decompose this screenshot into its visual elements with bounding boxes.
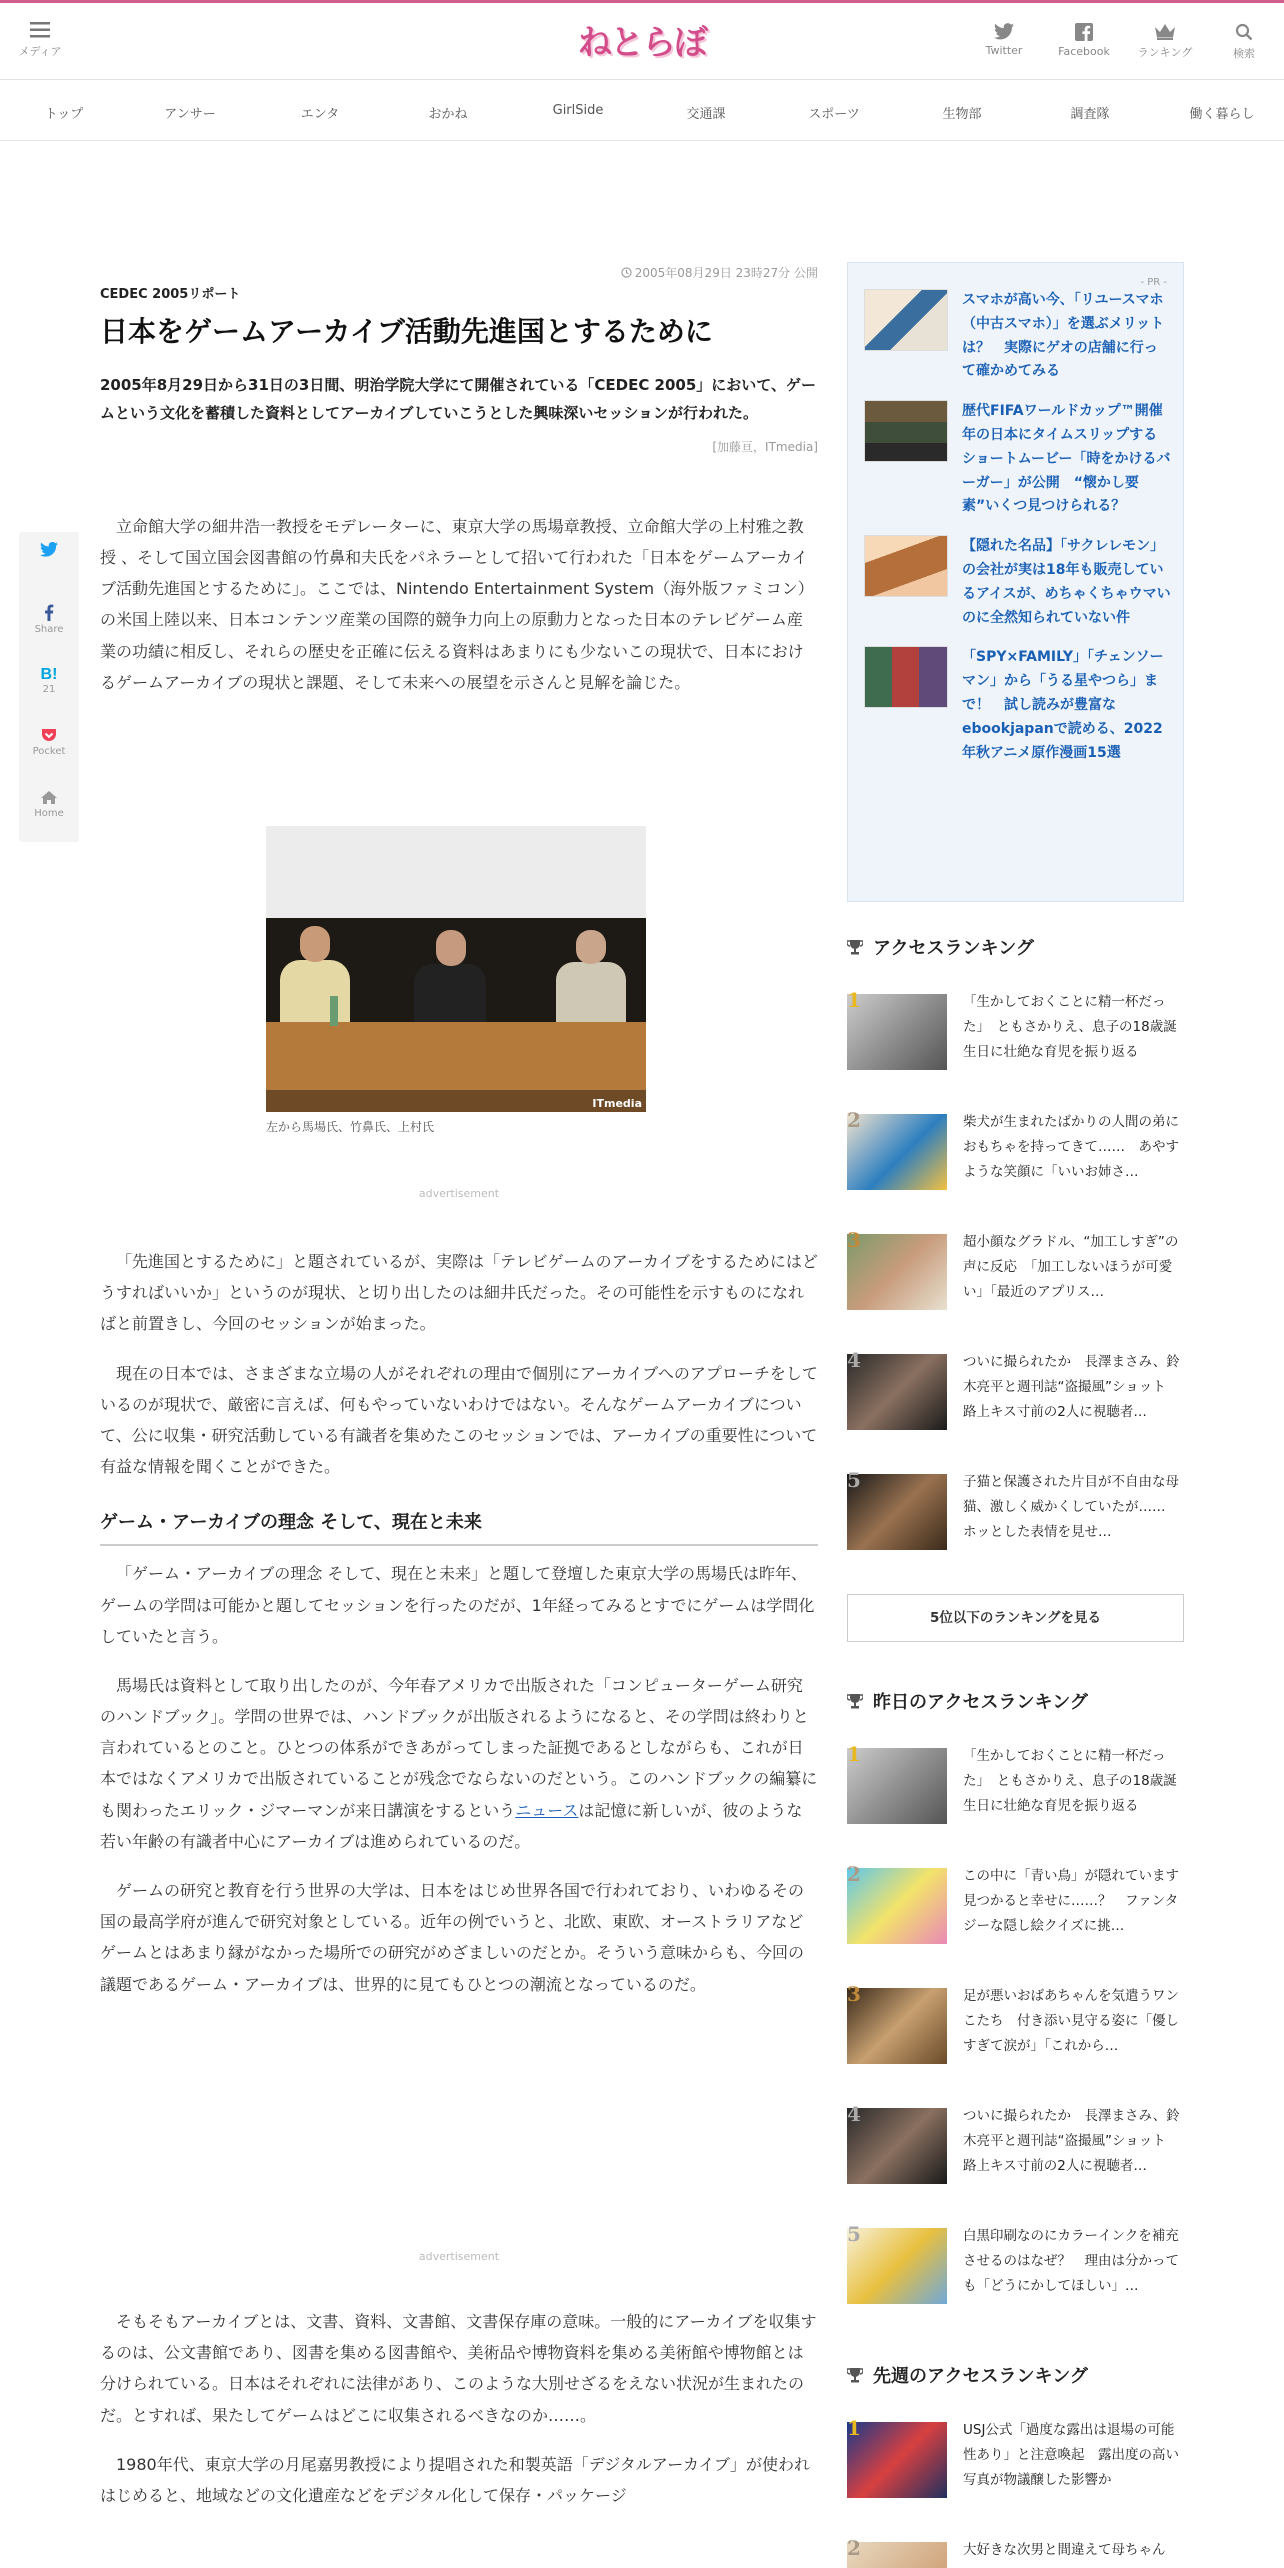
nav-item-hataraku[interactable]: 働く暮らし — [1189, 107, 1255, 122]
ranking-thumbnail — [847, 1748, 947, 1824]
yesterday-ranking-heading — [847, 1688, 1184, 1714]
article-body-3 — [100, 2306, 818, 2511]
nav-item-sports[interactable]: スポーツ — [808, 107, 860, 122]
article-paragraph-7: そもそもアーカイブとは、文書、資料、文書館、文書保存庫の意味。一般的にアーカイブを収集するのは、公文書館であり、図書を集める図書館や、美術品や博物資料を集める美術館や博物館とは分けられている。日本はそれぞれに法律があり、このような大別せざるをえない状況が生まれたのだ。とすれば、果たしてゲームはどこに収集されるべきなのか……。 — [100, 2312, 817, 2425]
trophy-icon — [847, 2367, 863, 2383]
media-menu-button[interactable] — [16, 21, 64, 59]
twitter-icon — [40, 542, 58, 557]
week-ranking-heading — [847, 2362, 1184, 2388]
clock-icon — [621, 267, 632, 278]
pr-item-text: スマホが高い今、「リユースマホ（中古スマホ）」を選ぶメリットは？ 実際にゲオの店舗に行って確かめてみる — [962, 292, 1165, 380]
series-label[interactable]: CEDEC 2005リポート — [100, 287, 241, 302]
hatena-icon: B! — [40, 666, 58, 683]
article-paragraph-4: 「ゲーム・アーカイブの理念 そして、現在と未来」と題して登壇した東京大学の馬場氏は昨年、ゲームの学問は可能かと題してセッションを行ったのだが、1年経ってみるとすでにゲームは学問化していたと言う。 — [100, 1564, 815, 1646]
pr-label: - PR - — [1140, 277, 1167, 288]
pr-item[interactable] — [864, 400, 1171, 519]
rank-number: 5 — [847, 2222, 861, 2246]
ranking-thumbnail — [847, 994, 947, 1070]
ranking-item[interactable] — [847, 2538, 1184, 2568]
ranking-thumbnail — [847, 2108, 947, 2184]
rank-number: 4 — [847, 1348, 861, 1372]
share-twitter-button[interactable] — [19, 532, 79, 594]
rank-number: 2 — [847, 2536, 861, 2560]
ranking-item[interactable] — [847, 2418, 1184, 2538]
logo-text: ねとらぼ — [578, 22, 706, 63]
article-body-2 — [100, 1246, 818, 2000]
week-ranking-list — [847, 2418, 1184, 2568]
ranking-item-title: 足が悪いおばあちゃんを気遣うワンこたち 付き添い見守る姿に「優しすぎて涙が」「これから… — [963, 1988, 1179, 2054]
ranking-thumbnail — [847, 2542, 947, 2568]
pr-item-text: 「SPY×FAMILY」「チェンソーマン」から「うる星やつら」まで！ 試し読みが豊富なebookjapanで読める、2022年秋アニメ原作漫画15選 — [962, 649, 1164, 761]
site-header — [0, 3, 1284, 80]
ranking-item-title: 柴犬が生まれたばかりの人間の弟におもちゃを持ってきて…… あやすような笑顔に「いいお姉さ… — [963, 1114, 1179, 1180]
ranking-thumbnail — [847, 1114, 947, 1190]
rank-number: 3 — [847, 1982, 861, 2006]
rank-number: 2 — [847, 1862, 861, 1886]
ranking-item[interactable] — [847, 1744, 1184, 1864]
article-paragraph-2: 「先進国とするために」と題されているが、実際は「テレビゲームのアーカイブをするためにはどうすればいいか」というのが現状、と切り出したのは細井氏だった。その可能性を示すものになればと前置きし、今回のセッションが始まった。 — [100, 1252, 818, 1334]
home-icon — [40, 790, 58, 805]
nav-item-chousatai[interactable]: 調査隊 — [1070, 107, 1110, 122]
pr-item[interactable] — [864, 289, 1171, 384]
share-facebook-button[interactable] — [19, 594, 79, 656]
pr-thumbnail — [864, 400, 948, 462]
share-facebook-label: Share — [34, 624, 64, 635]
ranking-item[interactable] — [847, 1984, 1184, 2104]
trophy-icon — [847, 939, 863, 955]
pr-box — [847, 262, 1184, 902]
pr-thumbnail — [864, 535, 948, 597]
ranking-thumbnail — [847, 1868, 947, 1944]
share-home-label: Home — [34, 808, 64, 819]
ranking-thumbnail — [847, 1988, 947, 2064]
rank-number: 5 — [847, 1468, 861, 1492]
publish-date-text: 2005年08月29日 23時27分 公開 — [634, 266, 818, 280]
pr-item[interactable] — [864, 535, 1171, 630]
ranking-item[interactable] — [847, 1862, 1193, 1984]
share-pocket-button[interactable] — [19, 718, 79, 780]
ranking-thumbnail — [847, 1234, 947, 1310]
sidebar — [847, 262, 1193, 2568]
article-lead: 2005年8月29日から31日の3日間、明治学院大学にて開催されている「CEDEC 2005」において、ゲームという文化を蓄積した資料としてアーカイブしていこうとした興味深いセッションが行われた。 — [100, 376, 817, 423]
media-menu-label: メディア — [18, 45, 62, 58]
advertisement-label-1: advertisement — [418, 1187, 500, 1200]
ranking-item-title: 「生かしておくことに精一杯だった」 ともさかりえ、息子の18歳誕生日に壮絶な育児を振り返る — [963, 1748, 1177, 1814]
rank-number: 2 — [847, 1108, 861, 1132]
article-title: 日本をゲームアーカイブ活動先進国とするために — [100, 315, 713, 348]
nav-item-answer[interactable]: アンサー — [164, 107, 216, 122]
rank-number: 4 — [847, 2102, 861, 2126]
ranking-thumbnail — [847, 2228, 947, 2304]
article-paragraph-1: 立命館大学の細井浩一教授をモデレーターに、東京大学の馬場章教授、立命館大学の上村雅之教授 、そして国立国会図書館の竹鼻和夫氏をパネラーとして招いて行われた「日本をゲームアーカイブ活動先進国とするために」。ここでは、Nintendo Entertainment System（海外版ファミコン）の米国上陸以来、日本コンテンツ産業の国際的競争力向上の原動力となった日本のテレビゲーム産業の功績に相反し、それらの歴史を正確に伝える資料はあまりにも少ないこの現状で、日本におけるゲームアーカイブの現状と課題、そして未来への展望を示さんと見解を論じた。 — [100, 516, 814, 692]
section-heading: ゲーム・アーカイブの理念 そして、現在と未来 — [100, 1508, 818, 1546]
ranking-item[interactable] — [847, 1350, 1184, 1470]
article-paragraph-5 — [100, 1670, 818, 1857]
rank-number: 1 — [847, 2416, 861, 2440]
ranking-item[interactable] — [847, 2104, 1184, 2224]
ranking-item[interactable] — [847, 2224, 1184, 2344]
figure-caption: 左から馬場氏、竹鼻氏、上村氏 — [266, 1120, 435, 1134]
nav-item-enta[interactable]: エンタ — [300, 107, 340, 122]
rank-number: 1 — [847, 988, 861, 1012]
share-bar — [19, 532, 79, 842]
category-nav — [0, 81, 1284, 141]
twitter-label: Twitter — [985, 44, 1023, 57]
rank-number: 3 — [847, 1228, 861, 1252]
article-paragraph-3: 現在の日本では、さまざまな立場の人がそれぞれの理由で個別にアーカイブへのアプローチをしているのが現状で、厳密に言えば、何もやっていないわけではない。そんなゲームアーカイブについて、公に収集・研究活動している有識者を集めたこのセッションでは、アーカイブの重要性について有益な情報を聞くことができた。 — [100, 1363, 818, 1477]
pr-item-text: 【隠れた名品】「サクレレモン」の会社が実は18年も販売しているアイスが、めちゃくちゃウマいのに全然知られていない件 — [962, 538, 1171, 626]
pr-item-text: 歴代FIFAワールドカップ™開催年の日本にタイムスリップするショートムービー「時をかけるバーガー」が公開 “懐かし要素”いくつ見つけられる？ — [962, 403, 1171, 515]
nav-item-seibutsubu[interactable]: 生物部 — [942, 107, 982, 122]
photo-credit: ITmedia — [592, 1097, 642, 1110]
article-photo[interactable] — [266, 826, 646, 1112]
pr-item[interactable] — [864, 646, 1171, 765]
publish-date — [100, 264, 818, 281]
facebook-icon — [1075, 23, 1093, 41]
ranking-item[interactable] — [847, 1110, 1184, 1230]
article-figure — [266, 826, 646, 1135]
ranking-thumbnail — [847, 2422, 947, 2498]
news-link[interactable]: ニュース — [515, 1800, 579, 1820]
crown-icon — [1154, 23, 1176, 40]
ranking-list — [847, 990, 1184, 1590]
advertisement-label-2: advertisement — [418, 2250, 500, 2263]
share-pocket-label: Pocket — [32, 746, 66, 757]
paragraph-5-text-a: 馬場氏は資料として取り出したのが、今年春アメリカで出版された「コンピューターゲーム研究のハンドブック」。学問の世界では、ハンドブックが出版されるようになると、その学問は終わりと言われているとのこと。ひとつの体系ができあがってしまった証拠であるとしながらも、これが日本ではなくアメリカで出版されていることが残念でならないのだという。このハンドブックの編纂にも関わったエリック・ジマーマンが来日講演をするという — [100, 1675, 818, 1820]
ranking-thumbnail — [847, 1474, 947, 1550]
share-hatena-count: 21 — [42, 684, 56, 695]
ranking-item-title: ついに撮られたか 長澤まさみ、鈴木亮平と週刊誌“盗撮風”ショット 路上キス寸前の2人に視聴者… — [963, 2108, 1180, 2174]
ranking-title: アクセスランキング — [873, 938, 1034, 959]
article — [100, 264, 818, 698]
ranking-item-title: ついに撮られたか 長澤まさみ、鈴木亮平と週刊誌“盗撮風”ショット 路上キス寸前の2人に視聴者… — [963, 1354, 1180, 1420]
ranking-item[interactable] — [847, 990, 1184, 1110]
hamburger-icon — [30, 21, 50, 39]
twitter-icon — [994, 23, 1014, 40]
pr-thumbnail — [864, 646, 948, 708]
ranking-item-title: 超小顔なグラドル、“加工しすぎ”の声に反応 「加工しないほうが可愛い」「最近のアプリス… — [963, 1234, 1179, 1300]
yesterday-ranking-list — [847, 1742, 1193, 2344]
ranking-item[interactable] — [847, 1470, 1184, 1590]
facebook-icon — [44, 604, 54, 621]
rank-number: 1 — [847, 1742, 861, 1766]
article-paragraph-6: ゲームの研究と教育を行う世界の大学は、日本をはじめ世界各国で行われており、いわゆるその国の最高学府が進んで研究対象としている。近年の例でいうと、北欧、東欧、オーストラリアなどゲームとはあまり縁がなかった場所での研究がめざましいのだとか。そういう意味からも、今回の議題であるゲーム・アーカイブは、世界的に見てもひとつの潮流となっているのだ。 — [100, 1881, 805, 1994]
paragraph-5-text-b: は記憶に新しいが、彼のような若い年齢の有識者中心にアーカイブは進められているのだ。 — [100, 1800, 803, 1851]
share-hatena-button[interactable] — [19, 656, 79, 718]
ranking-item[interactable] — [847, 1230, 1184, 1350]
ranking-item-title: 「生かしておくことに精一杯だった」 ともさかりえ、息子の18歳誕生日に壮絶な育児を振り返る — [963, 994, 1177, 1060]
ranking-heading — [847, 934, 1184, 960]
twitter-button[interactable] — [980, 23, 1028, 57]
pr-thumbnail — [864, 289, 948, 351]
search-label: 検索 — [1233, 47, 1255, 60]
ranking-item-title: 白黒印刷なのにカラーインクを補充させるのはなぜ？ 理由は分かっても「どうにかしてほしい」… — [963, 2228, 1179, 2294]
ranking-item-title: この中に「青い鳥」が隠れています 見つかると幸せに……？ ファンタジーな隠し絵クイズに挑… — [963, 1868, 1193, 1934]
article-paragraph-8: 1980年代、東京大学の月尾嘉男教授により提唱された和製英語「デジタルアーカイブ」が使われはじめると、地域などの文化遺産などをデジタル化して保存・パッケージ — [100, 2454, 810, 2505]
yesterday-ranking-title: 昨日のアクセスランキング — [873, 1692, 1088, 1713]
ranking-item-title: 大好きな次男と間違えて母ちゃん — [963, 2542, 1166, 2558]
pocket-icon — [41, 728, 57, 743]
trophy-icon — [847, 1693, 863, 1709]
share-home-button[interactable] — [19, 780, 79, 842]
ranking-label: ランキング — [1137, 46, 1193, 59]
nav-item-top[interactable]: トップ — [44, 107, 84, 122]
facebook-label: Facebook — [1058, 45, 1110, 58]
search-icon — [1235, 23, 1253, 41]
search-button[interactable] — [1222, 23, 1266, 61]
ranking-item-title: 子猫と保護された片目が不自由な母猫、激しく威かくしていたが…… ホッとした表情を見せ… — [963, 1474, 1179, 1540]
ranking-item-title: USJ公式「過度な露出は退場の可能性あり」と注意喚起 露出度の高い写真が物議醸した影響か — [963, 2422, 1179, 2488]
nav-item-girlside[interactable]: GirlSide — [552, 103, 604, 118]
ranking-thumbnail — [847, 1354, 947, 1430]
byline: [加藤亘，ITmedia] — [712, 439, 818, 454]
nav-item-okane[interactable]: おかね — [428, 107, 468, 122]
nav-item-koutsuka[interactable]: 交通課 — [686, 107, 726, 122]
week-ranking-title: 先週のアクセスランキング — [873, 2366, 1088, 2387]
ranking-button[interactable] — [1136, 23, 1194, 60]
ranking-more-button[interactable]: 5位以下のランキングを見る — [847, 1594, 1184, 1642]
site-logo[interactable] — [560, 17, 724, 61]
facebook-button[interactable] — [1058, 23, 1110, 58]
